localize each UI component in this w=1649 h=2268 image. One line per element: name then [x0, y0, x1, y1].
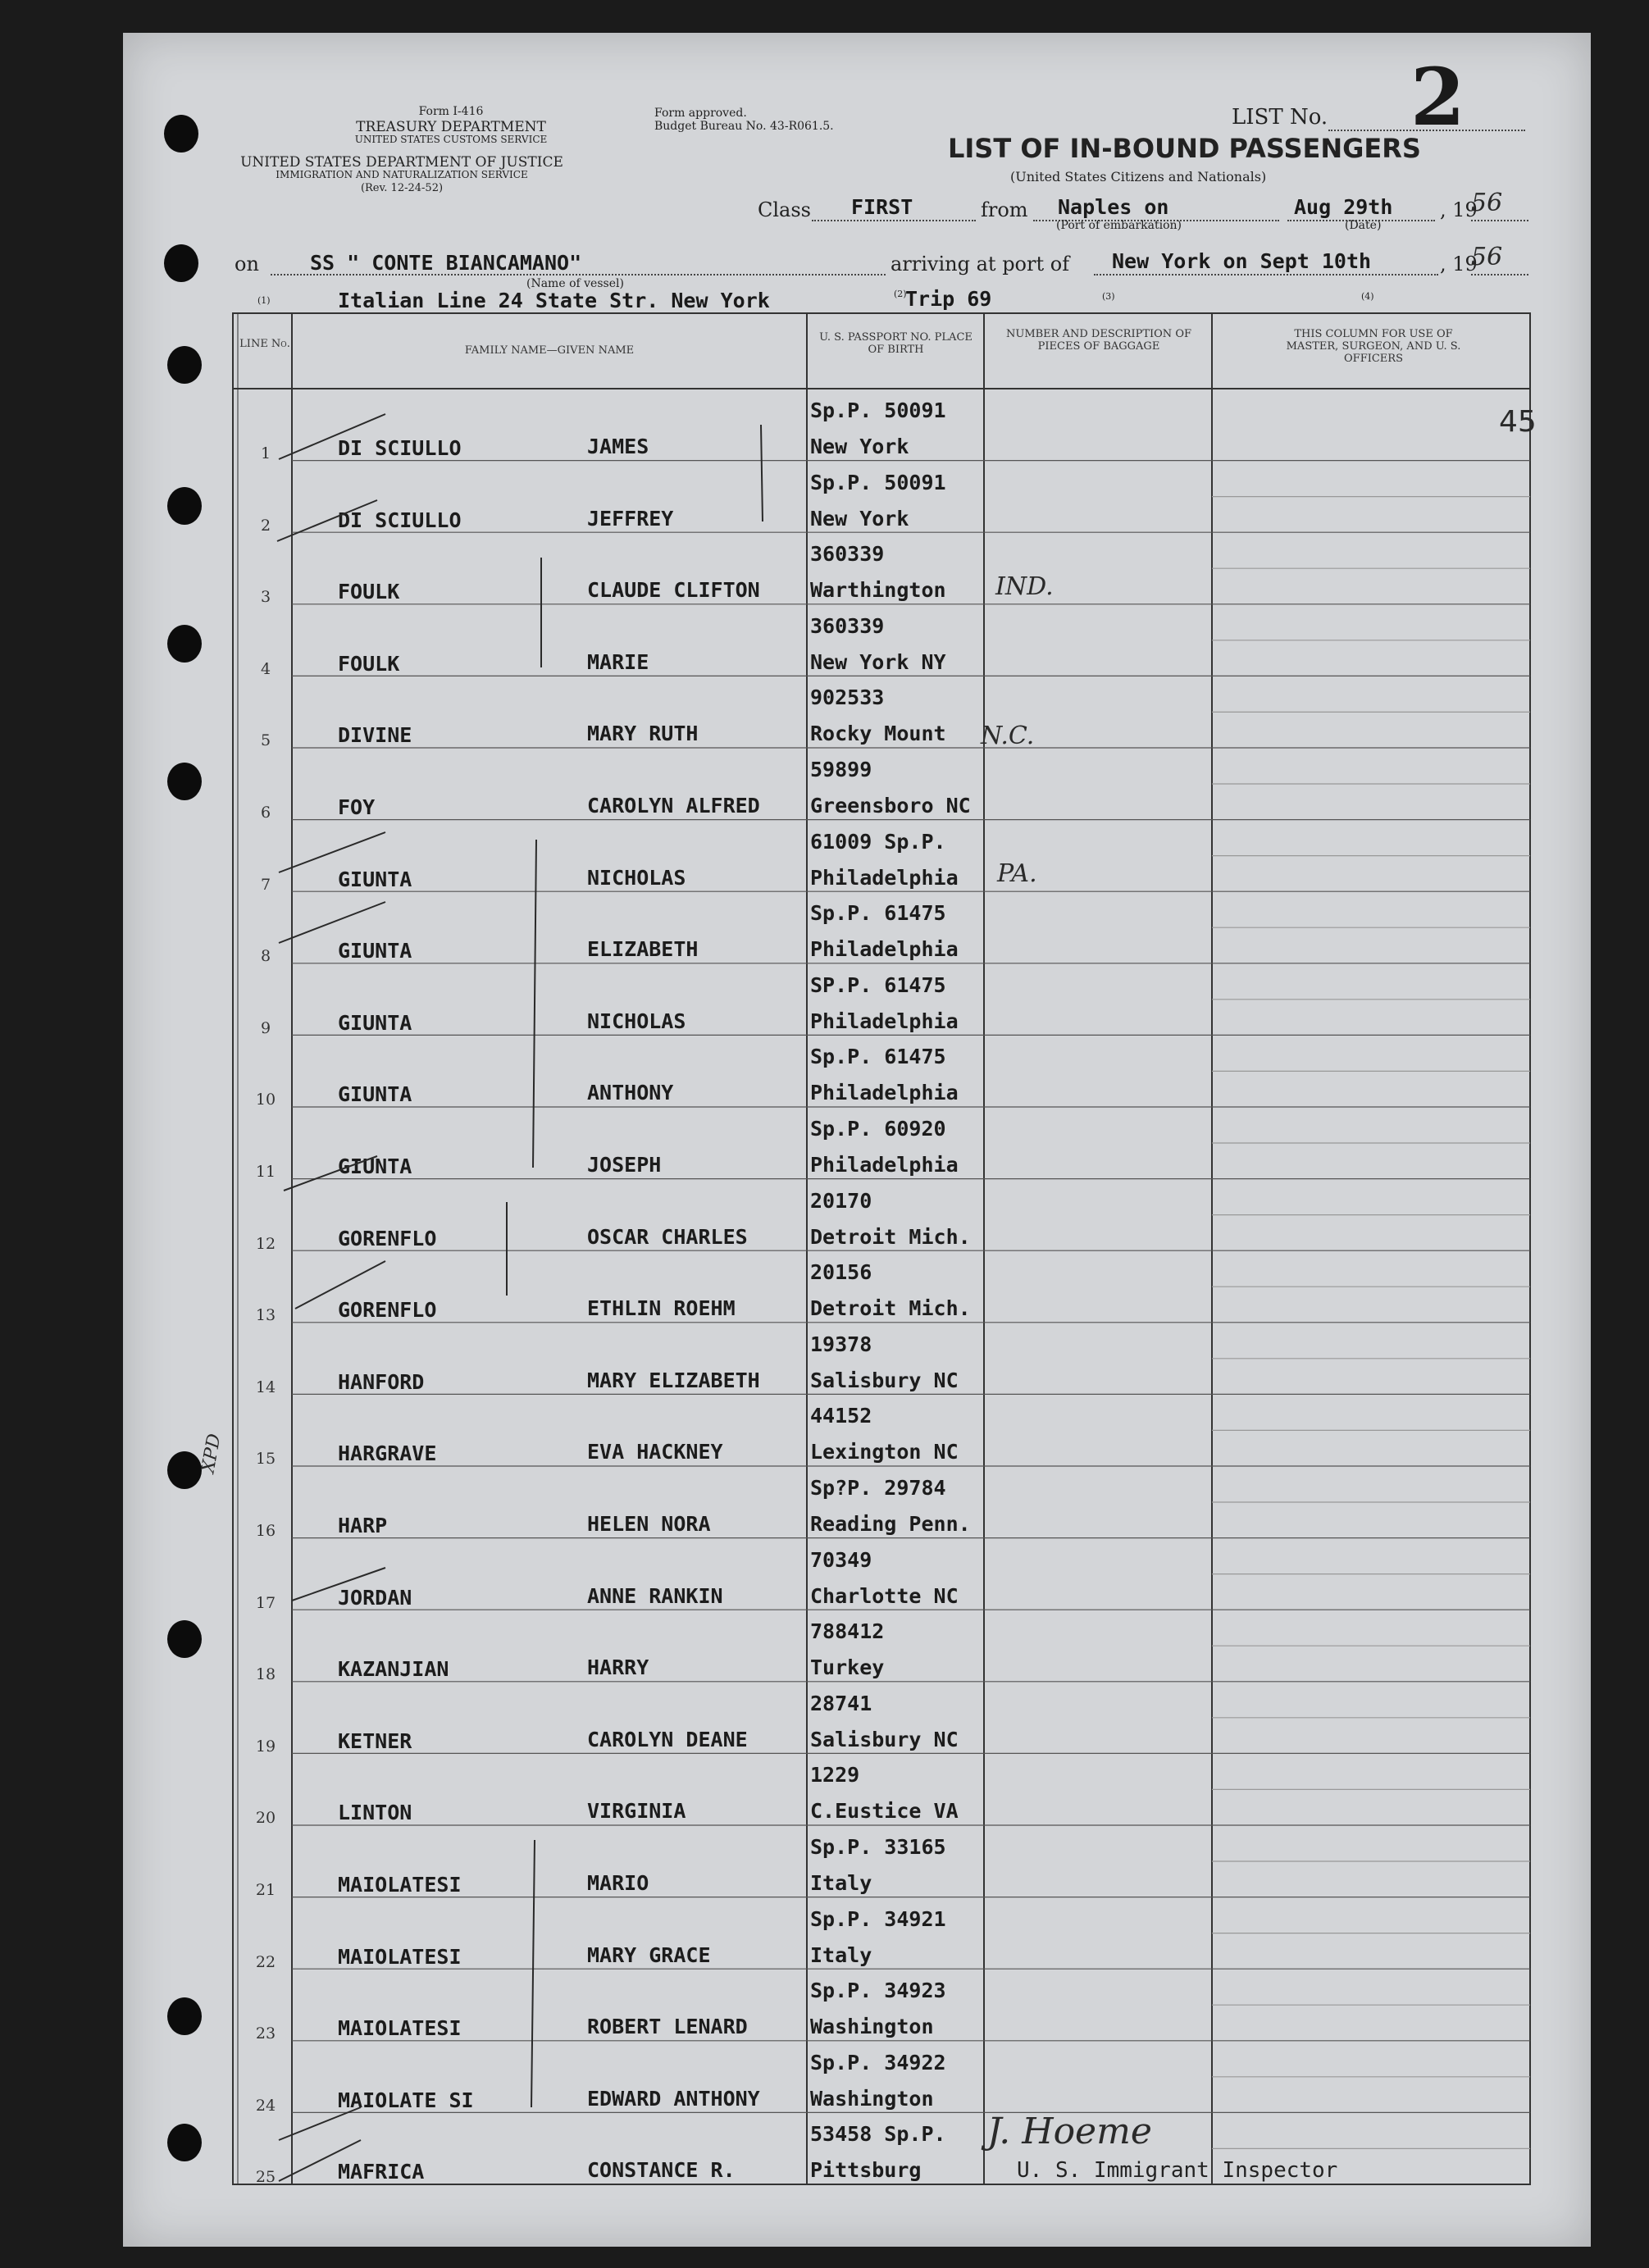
- annotation-row3: IND.: [995, 572, 1054, 601]
- given-name: ETHLIN ROEHM: [587, 1296, 736, 1321]
- given-name: CAROLYN DEANE: [587, 1727, 748, 1751]
- passport-number: Sp.P. 34921: [810, 1906, 946, 1931]
- column-mark-4: (4): [1361, 291, 1374, 302]
- family-name: HANFORD: [338, 1369, 425, 1394]
- family-name: HARP: [338, 1514, 388, 1537]
- given-name: CAROLYN ALFRED: [587, 794, 760, 817]
- passport-number: 61009 Sp.P.: [810, 829, 946, 854]
- place-of-birth: Warthington: [810, 578, 946, 603]
- immigration-service: IMMIGRATION AND NATURALIZATION SERVICE: [276, 169, 528, 180]
- given-name: HELEN NORA: [587, 1512, 711, 1536]
- column-mark-2: (2): [894, 289, 907, 299]
- vessel-caption: (Name of vessel): [526, 277, 624, 290]
- given-name: CONSTANCE R.: [587, 2158, 736, 2183]
- family-name: GIUNTA: [338, 1010, 412, 1035]
- line-number: 16: [255, 1522, 276, 1540]
- passport-number: 20156: [810, 1260, 872, 1285]
- family-name: DI SCIULLO: [338, 436, 462, 460]
- given-name: JEFFREY: [587, 506, 674, 531]
- col-passport: U. S. PASSPORT NO. PLACE OF BIRTH: [819, 331, 973, 356]
- margin-note-45: 45: [1499, 405, 1537, 439]
- year-prefix: , 19: [1440, 198, 1478, 221]
- shipping-line: Italian Line 24 State Str. New York: [338, 289, 770, 312]
- page-subtitle: (United States Citizens and Nationals): [1010, 169, 1267, 184]
- family-name: FOULK: [338, 651, 400, 676]
- annotation-row5: N.C.: [981, 722, 1035, 750]
- given-name: JAMES: [587, 435, 649, 458]
- vessel-name: SS " CONTE BIANCAMANO": [310, 251, 582, 275]
- date-caption: (Date): [1345, 219, 1382, 232]
- place-of-birth: New York: [810, 506, 909, 531]
- passport-number: SP.P. 61475: [810, 972, 946, 997]
- port-embarkation: Naples on: [1058, 195, 1169, 219]
- passport-number: 19378: [810, 1332, 872, 1356]
- list-number: 2: [1410, 51, 1465, 143]
- family-name: MAIOLATESI: [338, 1944, 462, 1969]
- passport-number: 44152: [810, 1404, 872, 1428]
- passport-number: 59899: [810, 758, 872, 781]
- passport-number: Sp.P. 60920: [810, 1117, 946, 1141]
- passport-number: 28741: [810, 1691, 872, 1715]
- line-number: 22: [255, 1952, 276, 1971]
- passport-number: 902533: [810, 685, 885, 710]
- line-number: 1: [260, 444, 271, 462]
- given-name: CLAUDE CLIFTON: [587, 578, 760, 603]
- line-number: 18: [255, 1665, 276, 1684]
- family-name: KETNER: [338, 1728, 412, 1753]
- family-name: GIUNTA: [338, 1082, 412, 1107]
- line-number: 12: [255, 1234, 276, 1253]
- given-name: JOSEPH: [587, 1153, 662, 1177]
- given-name: ANNE RANKIN: [587, 1583, 723, 1608]
- place-of-birth: Turkey: [810, 1655, 885, 1680]
- family-name: MAIOLATE SI: [338, 2088, 474, 2112]
- place-of-birth: New York: [810, 435, 909, 458]
- place-of-birth: Philadelphia: [810, 865, 959, 890]
- budget-bureau: Budget Bureau No. 43-R061.5.: [654, 120, 834, 133]
- customs-service: UNITED STATES CUSTOMS SERVICE: [354, 134, 548, 145]
- col-baggage: NUMBER AND DESCRIPTION OF PIECES OF BAGGAGE: [1005, 328, 1191, 353]
- given-name: ELIZABETH: [587, 937, 699, 962]
- line-number: 24: [255, 2096, 276, 2115]
- family-name: DIVINE: [338, 723, 412, 748]
- place-of-birth: Philadelphia: [810, 1009, 959, 1033]
- family-name: MAIOLATESI: [338, 1873, 462, 1897]
- family-name: GORENFLO: [338, 1298, 437, 1323]
- embark-year: 56: [1471, 189, 1503, 217]
- passport-number: 53458 Sp.P.: [810, 2122, 946, 2147]
- arrival-year: 56: [1471, 243, 1503, 271]
- column-mark-1: (1): [257, 295, 271, 306]
- passport-number: 70349: [810, 1547, 872, 1572]
- left-margin-note: XPD: [198, 1432, 225, 1475]
- col-officers: THIS COLUMN FOR USE OF MASTER, SURGEON, AND U. S. OFFICERS: [1286, 328, 1461, 365]
- line-number: 17: [255, 1593, 276, 1612]
- family-name: HARGRAVE: [338, 1441, 437, 1466]
- place-of-birth: Detroit Mich.: [810, 1224, 971, 1249]
- place-of-birth: Washington: [810, 2086, 934, 2111]
- line-number: 7: [260, 875, 271, 894]
- given-name: MARY ELIZABETH: [587, 1368, 760, 1392]
- place-of-birth: Italy: [810, 1942, 872, 1967]
- family-name: FOY: [338, 795, 376, 819]
- place-of-birth: Washington: [810, 2015, 934, 2039]
- line-number: 15: [255, 1450, 276, 1469]
- page-title: LIST OF IN-BOUND PASSENGERS: [948, 133, 1421, 164]
- family-name: MAIOLATESI: [338, 2016, 462, 2041]
- trip-number: Trip 69: [905, 287, 992, 311]
- inspector-signature: J. Hoeme: [987, 2111, 1152, 2152]
- line-number: 2: [260, 516, 271, 535]
- form-approved: Form approved.: [654, 107, 747, 120]
- line-number: 8: [260, 947, 271, 966]
- revision: (Rev. 12-24-52): [360, 182, 444, 194]
- passport-number: 1229: [810, 1763, 860, 1788]
- given-name: MARY GRACE: [587, 1942, 711, 1967]
- class-value: FIRST: [851, 195, 913, 219]
- given-name: OSCAR CHARLES: [587, 1224, 748, 1249]
- place-of-birth: Reading Penn.: [810, 1512, 971, 1536]
- passport-number: 360339: [810, 613, 885, 638]
- place-of-birth: Philadelphia: [810, 937, 959, 962]
- given-name: MARIO: [587, 1871, 649, 1895]
- given-name: MARY RUTH: [587, 722, 699, 746]
- family-name: KAZANJIAN: [338, 1657, 449, 1682]
- family-name: FOULK: [338, 580, 400, 604]
- family-name: DI SCIULLO: [338, 508, 462, 532]
- line-number: 20: [255, 1809, 276, 1828]
- family-name: GIUNTA: [338, 1154, 412, 1178]
- col-line-no: LINE No.: [239, 338, 290, 350]
- given-name: NICHOLAS: [587, 865, 686, 890]
- passport-number: Sp.P. 61475: [810, 1045, 946, 1069]
- passport-number: Sp.P. 33165: [810, 1835, 946, 1859]
- place-of-birth: Italy: [810, 1871, 872, 1895]
- arrival-year-prefix: , 19: [1440, 253, 1478, 276]
- justice-dept: UNITED STATES DEPARTMENT OF JUSTICE: [240, 154, 563, 171]
- line-number: 19: [255, 1737, 276, 1756]
- place-of-birth: Philadelphia: [810, 1153, 959, 1177]
- on-label: on: [235, 253, 259, 276]
- line-number: 3: [260, 588, 271, 607]
- class-label: Class: [758, 198, 811, 221]
- passport-number: 788412: [810, 1619, 885, 1644]
- annotation-row7: PA.: [997, 859, 1037, 888]
- arrival-port: New York on Sept 10th: [1112, 249, 1372, 273]
- treasury-dept: TREASURY DEPARTMENT: [356, 119, 546, 135]
- list-label: LIST No.: [1232, 105, 1328, 130]
- family-name: JORDAN: [338, 1585, 412, 1610]
- place-of-birth: Pittsburg: [810, 2158, 922, 2183]
- place-of-birth: Charlotte NC: [810, 1583, 959, 1608]
- line-number: 5: [260, 731, 271, 750]
- passport-number: 20170: [810, 1188, 872, 1213]
- place-of-birth: New York NY: [810, 649, 946, 674]
- line-number: 21: [255, 1881, 276, 1899]
- given-name: ANTHONY: [587, 1081, 674, 1105]
- place-of-birth: Philadelphia: [810, 1081, 959, 1105]
- place-of-birth: Rocky Mount: [810, 722, 946, 746]
- embark-date: Aug 29th: [1294, 195, 1393, 219]
- line-number: 9: [260, 1018, 271, 1037]
- given-name: MARIE: [587, 649, 649, 674]
- family-name: LINTON: [338, 1801, 412, 1825]
- passport-number: Sp.P. 34923: [810, 1979, 946, 2003]
- passport-number: Sp?P. 29784: [810, 1476, 946, 1500]
- passport-number: Sp.P. 50091: [810, 398, 946, 422]
- line-number: 10: [255, 1091, 276, 1109]
- line-number: 6: [260, 804, 271, 822]
- line-number: 13: [255, 1306, 276, 1325]
- port-embark-caption: (Port of embarkation): [1056, 219, 1182, 232]
- given-name: EDWARD ANTHONY: [587, 2086, 760, 2111]
- place-of-birth: Lexington NC: [810, 1440, 959, 1464]
- line-number: 4: [260, 659, 271, 678]
- line-number: 25: [255, 2168, 276, 2187]
- line-number: 23: [255, 2024, 276, 2043]
- column-mark-3: (3): [1102, 291, 1115, 302]
- place-of-birth: Greensboro NC: [810, 794, 971, 817]
- place-of-birth: C.Eustice VA: [810, 1799, 959, 1824]
- passport-number: Sp.P. 61475: [810, 901, 946, 926]
- family-name: MAFRICA: [338, 2160, 425, 2184]
- passport-number: Sp.P. 50091: [810, 470, 946, 494]
- family-name: GIUNTA: [338, 939, 412, 963]
- place-of-birth: Detroit Mich.: [810, 1296, 971, 1321]
- from-label: from: [981, 198, 1028, 221]
- given-name: ROBERT LENARD: [587, 2015, 748, 2039]
- form-id: Form I-416: [418, 105, 484, 118]
- passport-number: 360339: [810, 542, 885, 567]
- place-of-birth: Salisbury NC: [810, 1368, 959, 1392]
- arriving-label: arriving at port of: [891, 253, 1070, 276]
- line-number: 11: [255, 1163, 276, 1181]
- given-name: HARRY: [587, 1655, 649, 1680]
- line-number: 14: [255, 1378, 276, 1396]
- given-name: VIRGINIA: [587, 1799, 686, 1824]
- col-family-given: FAMILY NAME—GIVEN NAME: [464, 344, 635, 357]
- place-of-birth: Salisbury NC: [810, 1727, 959, 1751]
- passport-number: Sp.P. 34922: [810, 2050, 946, 2074]
- family-name: GIUNTA: [338, 867, 412, 891]
- given-name: NICHOLAS: [587, 1009, 686, 1033]
- inspector-title: U. S. Immigrant Inspector: [1017, 2158, 1338, 2183]
- family-name: GORENFLO: [338, 1226, 437, 1250]
- given-name: EVA HACKNEY: [587, 1440, 723, 1464]
